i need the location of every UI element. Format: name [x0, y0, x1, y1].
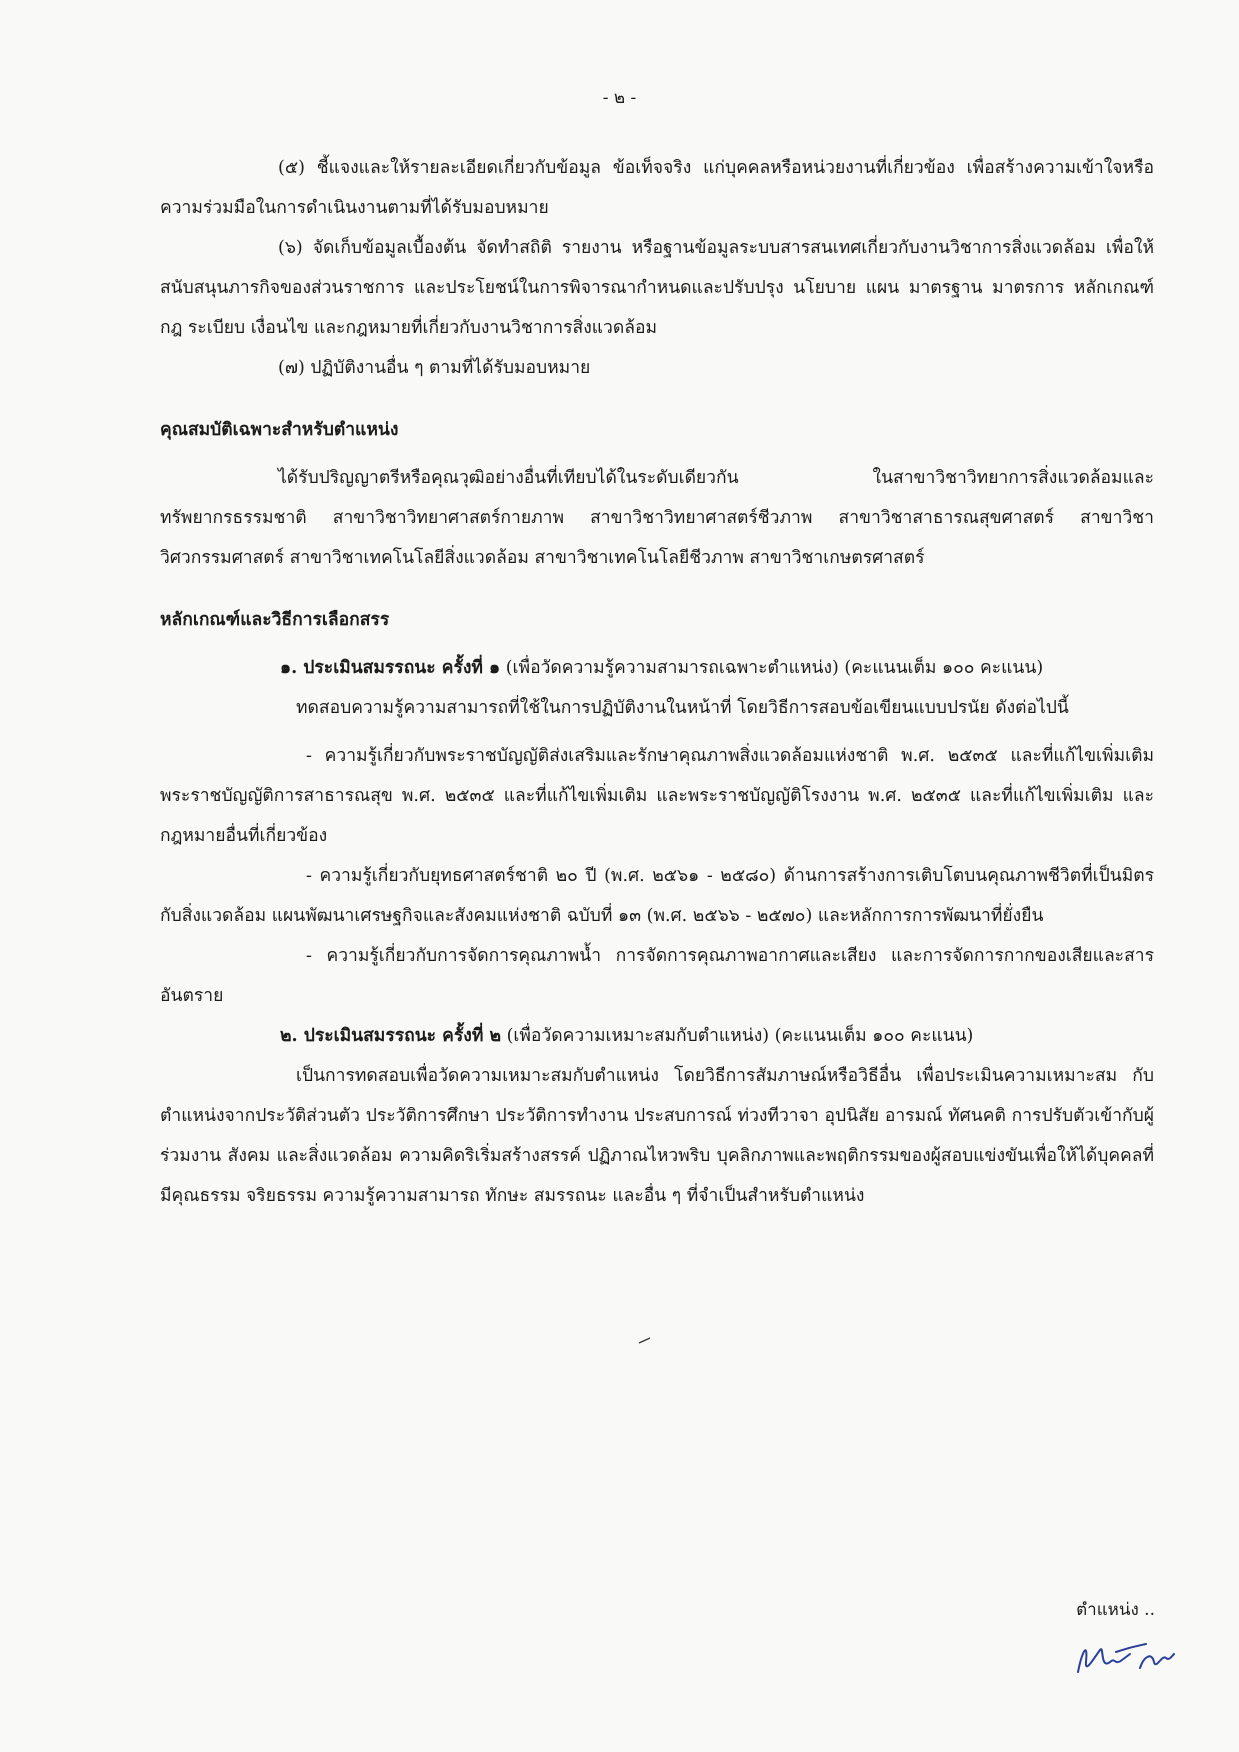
round1-line: [160, 648, 1154, 688]
qualifications-heading: คุณสมบัติเฉพาะสำหรับตำแหน่ง: [160, 420, 399, 440]
continuation-note: ตำแหน่ง ..: [1076, 1600, 1155, 1620]
round1-detail: (เพื่อวัดความรู้ความสามารถเฉพาะตำแหน่ง) (คะแนนเต็ม ๑๐๐ คะแนน): [505, 658, 1044, 678]
qualifications-text: ได้รับปริญญาตรีหรือคุณวุฒิอย่างอื่นที่เทียบได้ในระดับเดียวกัน ในสาขาวิชาวิทยาการสิ่งแวดล้อมและทรัพยากรธรรมชาติ สาขาวิชาวิทยาศาสตร์กายภาพ สาขาวิชาวิทยาศาสตร์ชีวภาพ สาขาวิชาสาธารณสุขศาสตร์ สาขาวิชาวิศวกรรมศาสตร์ สาขาวิชาเทคโนโลยีสิ่งแวดล้อม สาขาวิชาเทคโนโลยีชีวภาพ สาขาวิชาเกษตรศาสตร์: [160, 468, 1154, 568]
round1-bullet: - ความรู้เกี่ยวกับยุทธศาสตร์ชาติ ๒๐ ปี (พ.ศ. ๒๕๖๑ - ๒๕๘๐) ด้านการสร้างการเติบโตบนคุณภาพชีวิตที่เป็นมิตรกับสิ่งแวดล้อม แผนพัฒนาเศรษฐกิจและสังคมแห่งชาติ ฉบับที่ ๑๓ (พ.ศ. ๒๕๖๖ - ๒๕๗๐) และหลักการการพัฒนาที่ยั่งยืน: [160, 866, 1154, 926]
duty-item-6: (๖) จัดเก็บข้อมูลเบื้องต้น จัดทำสถิติ รายงาน หรือฐานข้อมูลระบบสารสนเทศเกี่ยวกับงานวิชาการสิ่งแวดล้อม เพื่อให้สนับสนุนภารกิจของส่วนราชการ และประโยชน์ในการพิจารณากำหนดและปรับปรุง นโยบาย แผน มาตรฐาน มาตรการ หลักเกณฑ์ กฎ ระเบียบ เงื่อนไข และกฎหมายที่เกี่ยวกับงานวิชาการสิ่งแวดล้อม: [160, 238, 1154, 338]
round2-title: ๒. ประเมินสมรรถนะ ครั้งที่ ๒: [280, 1026, 501, 1046]
page-number: - ๒ -: [602, 88, 637, 108]
round1-title: ๑. ประเมินสมรรถนะ ครั้งที่ ๑: [280, 658, 501, 678]
round2-text: เป็นการทดสอบเพื่อวัดความเหมาะสมกับตำแหน่ง โดยวิธีการสัมภาษณ์หรือวิธีอื่น เพื่อประเมินความเหมาะสม กับตำแหน่งจากประวัติส่วนตัว ประวัติการศึกษา ประวัติการทำงาน ประสบการณ์ ท่วงทีวาจา อุปนิสัย อารมณ์ ทัศนคติ การปรับตัวเข้ากับผู้ร่วมงาน สังคม และสิ่งแวดล้อม ความคิดริเริ่มสร้างสรรค์ ปฏิภาณไหวพริบ บุคลิกภาพและพฤติกรรมของผู้สอบแข่งขันเพื่อให้ได้บุคคลที่มีคุณธรรม จริยธรรม ความรู้ความสามารถ ทักษะ สมรรถนะ และอื่น ๆ ที่จำเป็นสำหรับตำแหน่ง: [160, 1066, 1154, 1206]
duty-item-5: (๕) ชี้แจงและให้รายละเอียดเกี่ยวกับข้อมูล ข้อเท็จจริง แก่บุคคลหรือหน่วยงานที่เกี่ยวข้อง เพื่อสร้างความเข้าใจหรือความร่วมมือในการดำเนินงานตามที่ได้รับมอบหมาย: [160, 158, 1154, 218]
handwritten-signature: [1070, 1632, 1180, 1682]
round1-bullet: - ความรู้เกี่ยวกับการจัดการคุณภาพน้ำ การจัดการคุณภาพอากาศและเสียง และการจัดการกากของเสียและสารอันตราย: [160, 946, 1154, 1006]
round2-line: [160, 1016, 1154, 1056]
criteria-heading: หลักเกณฑ์และวิธีการเลือกสรร: [160, 610, 390, 630]
round2-detail: (เพื่อวัดความเหมาะสมกับตำแหน่ง) (คะแนนเต็ม ๑๐๐ คะแนน): [506, 1026, 974, 1046]
round1-bullet: - ความรู้เกี่ยวกับพระราชบัญญัติส่งเสริมและรักษาคุณภาพสิ่งแวดล้อมแห่งชาติ พ.ศ. ๒๕๓๕ และที่แก้ไขเพิ่มเติม พระราชบัญญัติการสาธารณสุข พ.ศ. ๒๕๓๕ และที่แก้ไขเพิ่มเติม และพระราชบัญญัติโรงงาน พ.ศ. ๒๕๓๕ และที่แก้ไขเพิ่มเติม และกฎหมายอื่นที่เกี่ยวข้อง: [160, 746, 1154, 846]
stray-pen-mark: [638, 1336, 652, 1344]
document-body: [160, 148, 1154, 1216]
round1-intro: ทดสอบความรู้ความสามารถที่ใช้ในการปฏิบัติงานในหน้าที่ โดยวิธีการสอบข้อเขียนแบบปรนัย ดังต่อไปนี้: [296, 698, 1069, 718]
duty-item-7: (๗) ปฏิบัติงานอื่น ๆ ตามที่ได้รับมอบหมาย: [278, 358, 591, 378]
